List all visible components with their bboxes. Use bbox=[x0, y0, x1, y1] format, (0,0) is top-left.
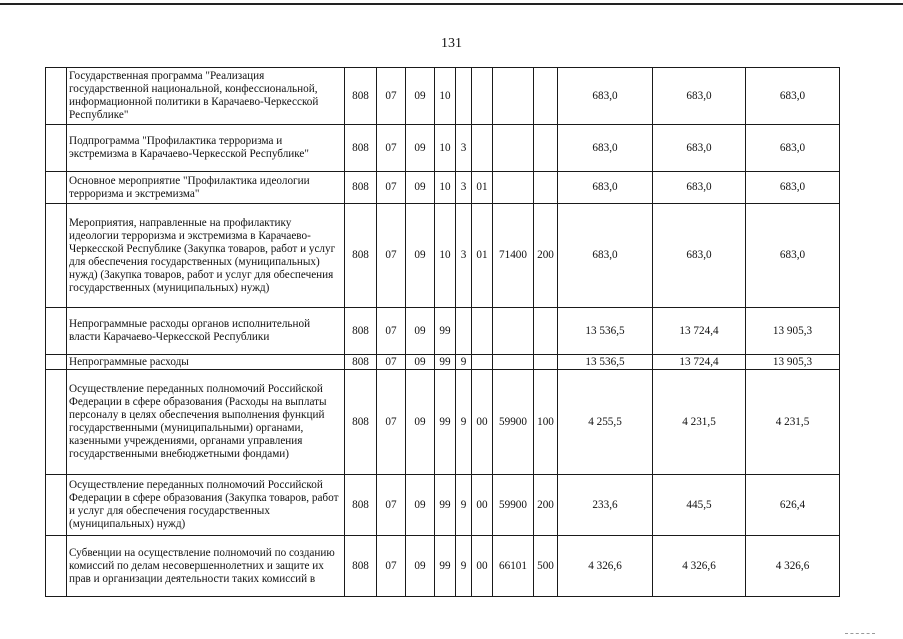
amount-year-2: 683,0 bbox=[653, 68, 746, 125]
amount-year-1: 13 536,5 bbox=[558, 308, 653, 355]
amount-year-1: 683,0 bbox=[558, 172, 653, 204]
amount-year-1: 683,0 bbox=[558, 68, 653, 125]
section-code: 07 bbox=[377, 536, 406, 597]
activity-code bbox=[472, 68, 493, 125]
table-row bbox=[46, 172, 840, 204]
scan-edge-mark bbox=[845, 633, 875, 635]
amount-year-1: 683,0 bbox=[558, 204, 653, 308]
amount-year-3: 4 326,6 bbox=[746, 536, 840, 597]
ministry-code: 808 bbox=[345, 172, 377, 204]
direction-code: 59900 bbox=[493, 370, 534, 475]
amount-year-3: 683,0 bbox=[746, 172, 840, 204]
expense-type-code: 100 bbox=[534, 370, 558, 475]
ministry-code: 808 bbox=[345, 204, 377, 308]
budget-table bbox=[45, 67, 840, 597]
table-body bbox=[46, 68, 840, 597]
direction-code: 66101 bbox=[493, 536, 534, 597]
subprogram-code: 9 bbox=[456, 370, 472, 475]
subprogram-code: 9 bbox=[456, 475, 472, 536]
amount-year-3: 4 231,5 bbox=[746, 370, 840, 475]
program-code: 99 bbox=[435, 370, 456, 475]
amount-year-1: 4 326,6 bbox=[558, 536, 653, 597]
row-description: Субвенции на осуществление полномочий по созданию комиссий по делам несовершеннолетних и защите их прав и организации деятельности таких комиссий в bbox=[67, 536, 345, 597]
top-rule bbox=[0, 3, 903, 5]
amount-year-1: 683,0 bbox=[558, 125, 653, 172]
expense-type-code: 200 bbox=[534, 475, 558, 536]
table-row bbox=[46, 204, 840, 308]
amount-year-2: 445,5 bbox=[653, 475, 746, 536]
program-code: 10 bbox=[435, 172, 456, 204]
subprogram-code: 3 bbox=[456, 125, 472, 172]
activity-code: 00 bbox=[472, 536, 493, 597]
program-code: 10 bbox=[435, 204, 456, 308]
subsection-code: 09 bbox=[406, 475, 435, 536]
amount-year-3: 683,0 bbox=[746, 125, 840, 172]
row-margin bbox=[46, 536, 67, 597]
amount-year-2: 683,0 bbox=[653, 204, 746, 308]
expense-type-code bbox=[534, 355, 558, 370]
subprogram-code bbox=[456, 68, 472, 125]
subsection-code: 09 bbox=[406, 308, 435, 355]
program-code: 99 bbox=[435, 355, 456, 370]
amount-year-1: 13 536,5 bbox=[558, 355, 653, 370]
direction-code bbox=[493, 355, 534, 370]
row-margin bbox=[46, 308, 67, 355]
amount-year-2: 13 724,4 bbox=[653, 355, 746, 370]
row-description: Непрограммные расходы bbox=[67, 355, 345, 370]
direction-code bbox=[493, 172, 534, 204]
section-code: 07 bbox=[377, 308, 406, 355]
activity-code bbox=[472, 355, 493, 370]
table-row bbox=[46, 68, 840, 125]
program-code: 10 bbox=[435, 68, 456, 125]
section-code: 07 bbox=[377, 204, 406, 308]
subsection-code: 09 bbox=[406, 536, 435, 597]
activity-code bbox=[472, 308, 493, 355]
row-margin bbox=[46, 355, 67, 370]
row-description: Подпрограмма "Профилактика терроризма и экстремизма в Карачаево-Черкесской Республике" bbox=[67, 125, 345, 172]
table-row bbox=[46, 308, 840, 355]
row-margin bbox=[46, 125, 67, 172]
expense-type-code bbox=[534, 172, 558, 204]
subprogram-code: 9 bbox=[456, 355, 472, 370]
expense-type-code: 500 bbox=[534, 536, 558, 597]
direction-code: 71400 bbox=[493, 204, 534, 308]
program-code: 99 bbox=[435, 536, 456, 597]
direction-code bbox=[493, 68, 534, 125]
section-code: 07 bbox=[377, 355, 406, 370]
amount-year-3: 626,4 bbox=[746, 475, 840, 536]
row-margin bbox=[46, 204, 67, 308]
section-code: 07 bbox=[377, 68, 406, 125]
table-row bbox=[46, 355, 840, 370]
amount-year-3: 683,0 bbox=[746, 68, 840, 125]
program-code: 99 bbox=[435, 308, 456, 355]
ministry-code: 808 bbox=[345, 125, 377, 172]
amount-year-2: 13 724,4 bbox=[653, 308, 746, 355]
direction-code bbox=[493, 125, 534, 172]
row-description: Непрограммные расходы органов исполнительной власти Карачаево-Черкесской Республики bbox=[67, 308, 345, 355]
subsection-code: 09 bbox=[406, 370, 435, 475]
page-number: 131 bbox=[441, 36, 462, 51]
row-margin bbox=[46, 172, 67, 204]
ministry-code: 808 bbox=[345, 308, 377, 355]
table-row bbox=[46, 536, 840, 597]
amount-year-1: 4 255,5 bbox=[558, 370, 653, 475]
table-row bbox=[46, 370, 840, 475]
amount-year-2: 683,0 bbox=[653, 172, 746, 204]
row-description: Основное мероприятие "Профилактика идеологии терроризма и экстремизма" bbox=[67, 172, 345, 204]
section-code: 07 bbox=[377, 172, 406, 204]
direction-code bbox=[493, 308, 534, 355]
subsection-code: 09 bbox=[406, 172, 435, 204]
subsection-code: 09 bbox=[406, 125, 435, 172]
table-row bbox=[46, 475, 840, 536]
subsection-code: 09 bbox=[406, 355, 435, 370]
subprogram-code: 9 bbox=[456, 536, 472, 597]
subprogram-code: 3 bbox=[456, 204, 472, 308]
row-margin bbox=[46, 370, 67, 475]
ministry-code: 808 bbox=[345, 68, 377, 125]
amount-year-2: 683,0 bbox=[653, 125, 746, 172]
section-code: 07 bbox=[377, 370, 406, 475]
table-row bbox=[46, 125, 840, 172]
row-description: Осуществление переданных полномочий Российской Федерации в сфере образования (Закупка товаров, работ и услуг для обеспечения государственных (муниципальных) нужд) bbox=[67, 475, 345, 536]
expense-type-code bbox=[534, 308, 558, 355]
amount-year-3: 683,0 bbox=[746, 204, 840, 308]
amount-year-1: 233,6 bbox=[558, 475, 653, 536]
subprogram-code: 3 bbox=[456, 172, 472, 204]
row-margin bbox=[46, 475, 67, 536]
activity-code: 01 bbox=[472, 172, 493, 204]
activity-code: 01 bbox=[472, 204, 493, 308]
activity-code: 00 bbox=[472, 370, 493, 475]
activity-code: 00 bbox=[472, 475, 493, 536]
expense-type-code bbox=[534, 68, 558, 125]
activity-code bbox=[472, 125, 493, 172]
row-description: Осуществление переданных полномочий Российской Федерации в сфере образования (Расходы на выплаты персоналу в целях обеспечения выполнения функций государственными (муниципальными) органами, казенными учреждениями, органами управления государственными внебюджетными фондами) bbox=[67, 370, 345, 475]
program-code: 10 bbox=[435, 125, 456, 172]
row-description: Государственная программа "Реализация государственной национальной, конфессиональной, информационной политики в Карачаево-Черкесской Республике" bbox=[67, 68, 345, 125]
section-code: 07 bbox=[377, 125, 406, 172]
amount-year-3: 13 905,3 bbox=[746, 355, 840, 370]
amount-year-3: 13 905,3 bbox=[746, 308, 840, 355]
ministry-code: 808 bbox=[345, 370, 377, 475]
expense-type-code bbox=[534, 125, 558, 172]
amount-year-2: 4 326,6 bbox=[653, 536, 746, 597]
program-code: 99 bbox=[435, 475, 456, 536]
ministry-code: 808 bbox=[345, 536, 377, 597]
row-margin bbox=[46, 68, 67, 125]
subprogram-code bbox=[456, 308, 472, 355]
subsection-code: 09 bbox=[406, 68, 435, 125]
expense-type-code: 200 bbox=[534, 204, 558, 308]
section-code: 07 bbox=[377, 475, 406, 536]
row-description: Мероприятия, направленные на профилактику идеологии терроризма и экстремизма в Карачаево-Черкесской Республике (Закупка товаров, работ и услуг для обеспечения государственных (муниципальных) нужд) (Закупка товаров, работ и услуг для обеспечения государственных (муниципальных) нужд) bbox=[67, 204, 345, 308]
ministry-code: 808 bbox=[345, 355, 377, 370]
amount-year-2: 4 231,5 bbox=[653, 370, 746, 475]
ministry-code: 808 bbox=[345, 475, 377, 536]
direction-code: 59900 bbox=[493, 475, 534, 536]
subsection-code: 09 bbox=[406, 204, 435, 308]
